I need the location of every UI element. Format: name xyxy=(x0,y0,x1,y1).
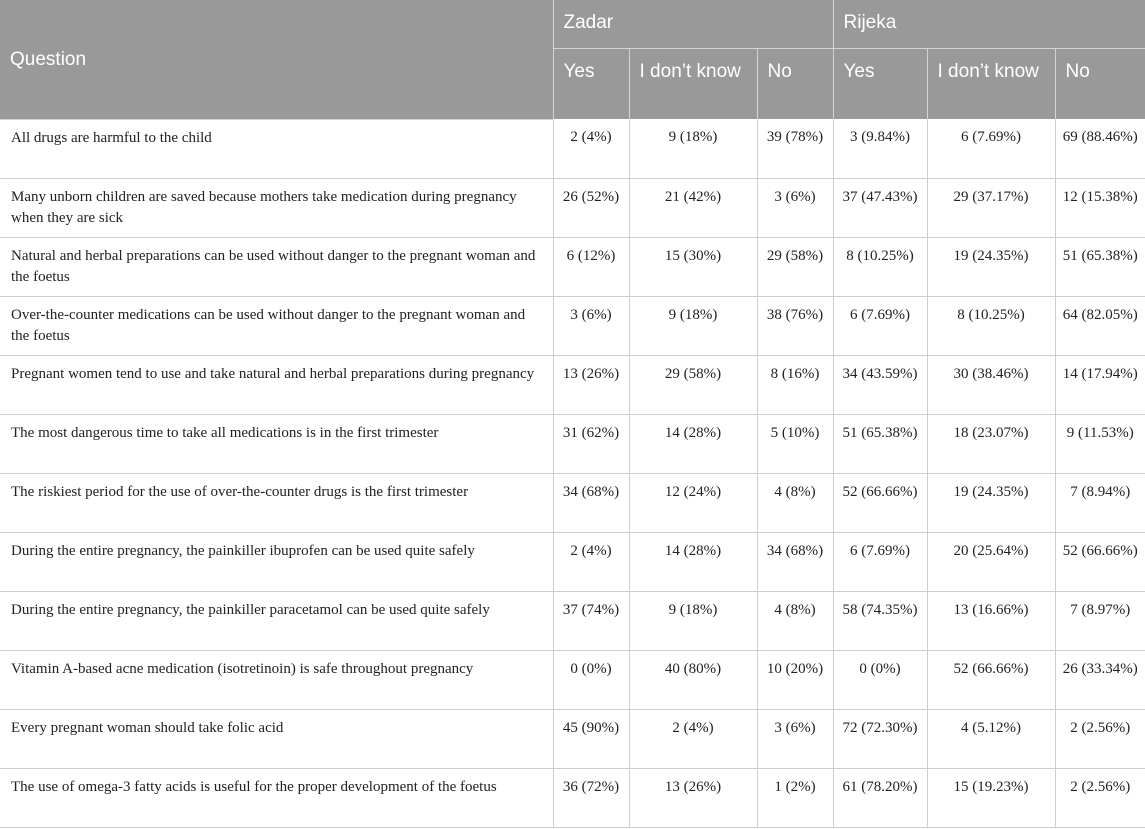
value-cell-rijeka-no: 14 (17.94%) xyxy=(1055,355,1145,414)
value-cell-zadar-dont-know: 13 (26%) xyxy=(629,768,757,827)
value-cell-rijeka-no: 12 (15.38%) xyxy=(1055,178,1145,237)
table-header xyxy=(0,0,1145,119)
value-cell-zadar-no: 34 (68%) xyxy=(757,532,833,591)
value-cell-rijeka-dont-know: 19 (24.35%) xyxy=(927,237,1055,296)
table-row xyxy=(0,296,1145,355)
question-cell: The most dangerous time to take all medications is in the first trimester xyxy=(0,414,553,473)
value-cell-zadar-yes: 6 (12%) xyxy=(553,237,629,296)
value-cell-rijeka-dont-know: 15 (19.23%) xyxy=(927,768,1055,827)
group-header-rijeka: Rijeka xyxy=(833,0,1145,49)
subheader-zadar-yes: Yes xyxy=(553,49,629,120)
value-cell-zadar-no: 29 (58%) xyxy=(757,237,833,296)
value-cell-rijeka-dont-know: 19 (24.35%) xyxy=(927,473,1055,532)
value-cell-rijeka-yes: 0 (0%) xyxy=(833,650,927,709)
value-cell-rijeka-yes: 8 (10.25%) xyxy=(833,237,927,296)
value-cell-zadar-no: 3 (6%) xyxy=(757,178,833,237)
value-cell-rijeka-dont-know: 4 (5.12%) xyxy=(927,709,1055,768)
table-body xyxy=(0,119,1145,827)
value-cell-zadar-dont-know: 21 (42%) xyxy=(629,178,757,237)
value-cell-rijeka-yes: 6 (7.69%) xyxy=(833,296,927,355)
value-cell-zadar-dont-know: 9 (18%) xyxy=(629,296,757,355)
table-row xyxy=(0,650,1145,709)
value-cell-rijeka-no: 52 (66.66%) xyxy=(1055,532,1145,591)
value-cell-zadar-yes: 2 (4%) xyxy=(553,119,629,178)
group-header-zadar: Zadar xyxy=(553,0,833,49)
value-cell-zadar-yes: 13 (26%) xyxy=(553,355,629,414)
value-cell-zadar-yes: 0 (0%) xyxy=(553,650,629,709)
table-row xyxy=(0,591,1145,650)
value-cell-zadar-dont-know: 12 (24%) xyxy=(629,473,757,532)
value-cell-zadar-no: 4 (8%) xyxy=(757,591,833,650)
value-cell-rijeka-no: 64 (82.05%) xyxy=(1055,296,1145,355)
question-cell: During the entire pregnancy, the painkiller ibuprofen can be used quite safely xyxy=(0,532,553,591)
value-cell-zadar-yes: 45 (90%) xyxy=(553,709,629,768)
question-cell: Pregnant women tend to use and take natural and herbal preparations during pregnancy xyxy=(0,355,553,414)
value-cell-rijeka-yes: 6 (7.69%) xyxy=(833,532,927,591)
table-row xyxy=(0,237,1145,296)
subheader-rijeka-dont-know: I don’t know xyxy=(927,49,1055,120)
question-cell: Every pregnant woman should take folic acid xyxy=(0,709,553,768)
value-cell-zadar-yes: 36 (72%) xyxy=(553,768,629,827)
value-cell-zadar-dont-know: 40 (80%) xyxy=(629,650,757,709)
table-row xyxy=(0,709,1145,768)
value-cell-rijeka-dont-know: 13 (16.66%) xyxy=(927,591,1055,650)
value-cell-zadar-no: 8 (16%) xyxy=(757,355,833,414)
value-cell-zadar-no: 3 (6%) xyxy=(757,709,833,768)
question-cell: Vitamin A-based acne medication (isotretinoin) is safe throughout pregnancy xyxy=(0,650,553,709)
value-cell-zadar-yes: 2 (4%) xyxy=(553,532,629,591)
value-cell-zadar-dont-know: 9 (18%) xyxy=(629,591,757,650)
value-cell-rijeka-dont-know: 6 (7.69%) xyxy=(927,119,1055,178)
value-cell-zadar-yes: 37 (74%) xyxy=(553,591,629,650)
value-cell-rijeka-dont-know: 30 (38.46%) xyxy=(927,355,1055,414)
question-cell: Many unborn children are saved because mothers take medication during pregnancy when they are sick xyxy=(0,178,553,237)
value-cell-zadar-dont-know: 15 (30%) xyxy=(629,237,757,296)
value-cell-zadar-yes: 3 (6%) xyxy=(553,296,629,355)
value-cell-rijeka-dont-know: 18 (23.07%) xyxy=(927,414,1055,473)
value-cell-zadar-dont-know: 2 (4%) xyxy=(629,709,757,768)
question-cell: The use of omega-3 fatty acids is useful for the proper development of the foetus xyxy=(0,768,553,827)
value-cell-zadar-yes: 26 (52%) xyxy=(553,178,629,237)
value-cell-rijeka-yes: 51 (65.38%) xyxy=(833,414,927,473)
value-cell-zadar-no: 39 (78%) xyxy=(757,119,833,178)
value-cell-rijeka-no: 51 (65.38%) xyxy=(1055,237,1145,296)
value-cell-zadar-dont-know: 14 (28%) xyxy=(629,414,757,473)
value-cell-rijeka-yes: 72 (72.30%) xyxy=(833,709,927,768)
value-cell-rijeka-no: 9 (11.53%) xyxy=(1055,414,1145,473)
value-cell-zadar-yes: 34 (68%) xyxy=(553,473,629,532)
value-cell-rijeka-dont-know: 20 (25.64%) xyxy=(927,532,1055,591)
table-row xyxy=(0,768,1145,827)
value-cell-rijeka-dont-know: 8 (10.25%) xyxy=(927,296,1055,355)
table-row xyxy=(0,355,1145,414)
value-cell-zadar-no: 4 (8%) xyxy=(757,473,833,532)
question-cell: The riskiest period for the use of over-the-counter drugs is the first trimester xyxy=(0,473,553,532)
value-cell-rijeka-dont-know: 29 (37.17%) xyxy=(927,178,1055,237)
table-row xyxy=(0,178,1145,237)
value-cell-zadar-no: 10 (20%) xyxy=(757,650,833,709)
value-cell-rijeka-no: 26 (33.34%) xyxy=(1055,650,1145,709)
value-cell-rijeka-yes: 52 (66.66%) xyxy=(833,473,927,532)
value-cell-rijeka-no: 7 (8.97%) xyxy=(1055,591,1145,650)
value-cell-rijeka-no: 2 (2.56%) xyxy=(1055,709,1145,768)
value-cell-rijeka-yes: 58 (74.35%) xyxy=(833,591,927,650)
value-cell-zadar-yes: 31 (62%) xyxy=(553,414,629,473)
subheader-rijeka-no: No xyxy=(1055,49,1145,120)
subheader-zadar-dont-know: I don’t know xyxy=(629,49,757,120)
value-cell-zadar-no: 38 (76%) xyxy=(757,296,833,355)
table-row xyxy=(0,532,1145,591)
value-cell-rijeka-yes: 61 (78.20%) xyxy=(833,768,927,827)
value-cell-zadar-dont-know: 14 (28%) xyxy=(629,532,757,591)
value-cell-rijeka-yes: 3 (9.84%) xyxy=(833,119,927,178)
value-cell-rijeka-yes: 34 (43.59%) xyxy=(833,355,927,414)
question-cell: Over-the-counter medications can be used without danger to the pregnant woman and the foetus xyxy=(0,296,553,355)
table-row xyxy=(0,414,1145,473)
question-cell: All drugs are harmful to the child xyxy=(0,119,553,178)
question-column-header: Question xyxy=(0,0,553,119)
table-row xyxy=(0,473,1145,532)
value-cell-zadar-dont-know: 29 (58%) xyxy=(629,355,757,414)
table-row xyxy=(0,119,1145,178)
value-cell-zadar-no: 1 (2%) xyxy=(757,768,833,827)
value-cell-rijeka-no: 69 (88.46%) xyxy=(1055,119,1145,178)
subheader-zadar-no: No xyxy=(757,49,833,120)
value-cell-rijeka-no: 7 (8.94%) xyxy=(1055,473,1145,532)
question-cell: During the entire pregnancy, the painkiller paracetamol can be used quite safely xyxy=(0,591,553,650)
value-cell-zadar-no: 5 (10%) xyxy=(757,414,833,473)
subheader-rijeka-yes: Yes xyxy=(833,49,927,120)
question-cell: Natural and herbal preparations can be used without danger to the pregnant woman and the foetus xyxy=(0,237,553,296)
value-cell-rijeka-dont-know: 52 (66.66%) xyxy=(927,650,1055,709)
value-cell-rijeka-yes: 37 (47.43%) xyxy=(833,178,927,237)
value-cell-rijeka-no: 2 (2.56%) xyxy=(1055,768,1145,827)
value-cell-zadar-dont-know: 9 (18%) xyxy=(629,119,757,178)
